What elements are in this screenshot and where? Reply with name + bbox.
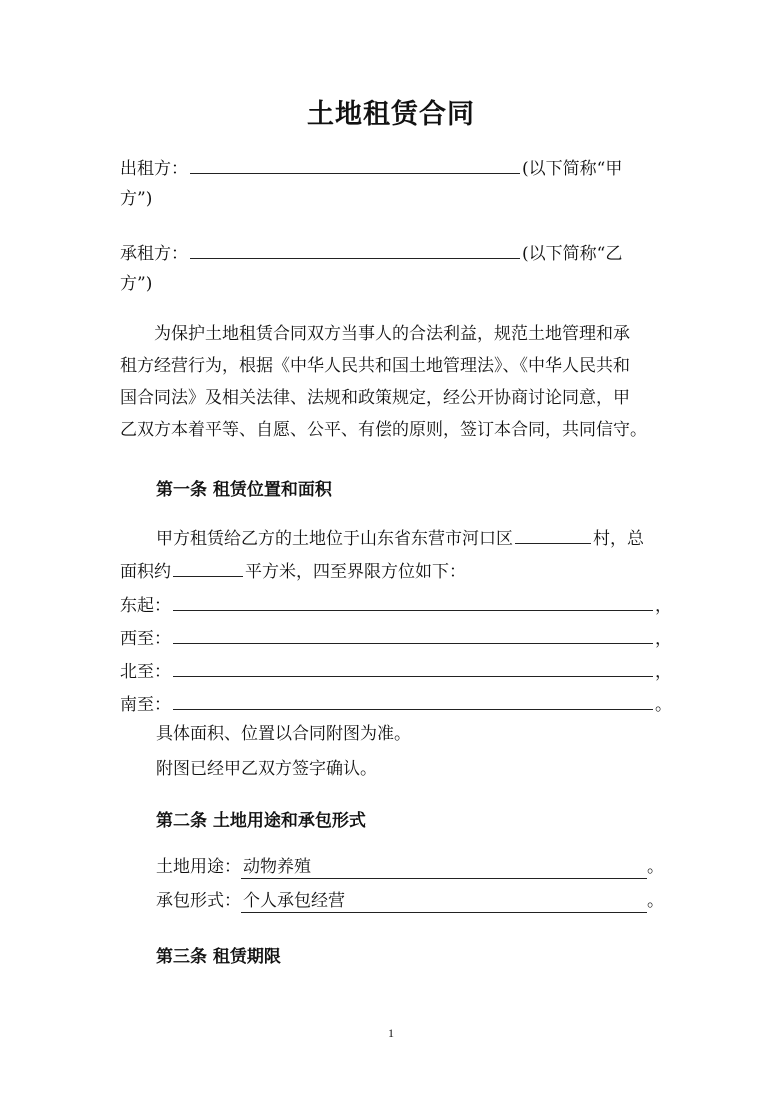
article-1-heading: 第一条 租赁位置和面积 (156, 480, 332, 500)
preamble-paragraph (120, 318, 668, 446)
south-boundary-line: 南至： 。 (120, 691, 672, 716)
land-use-line: 土地用途： 动物养殖 。 (156, 857, 664, 877)
preamble-line: 租方经营行为，根据《中华人民共和国土地管理法》、《中华人民共和 (120, 356, 630, 376)
article-2-heading: 第二条 土地用途和承包形式 (156, 811, 366, 831)
preamble-line: 乙双方本着平等、自愿、公平、有偿的原则，签订本合同，共同信守。 (120, 420, 647, 440)
contract-form-field[interactable]: 个人承包经营 (241, 890, 647, 913)
north-boundary-line: 北至： ， (120, 658, 672, 683)
village-field[interactable] (515, 525, 591, 544)
map-note: 附图已经甲乙双方签字确认。 (156, 759, 377, 779)
article-3-heading: 第三条 租赁期限 (156, 947, 281, 967)
west-boundary-line: 西至： ， (120, 625, 672, 650)
area-line: 面积约 平方米，四至界限方位如下： (120, 558, 466, 583)
lessee-suffix: (以下简称“乙 (522, 244, 623, 264)
document-title: 土地租赁合同 (307, 99, 475, 130)
lessee-suffix-cont: 方”) (120, 274, 153, 294)
west-boundary-field[interactable] (173, 625, 653, 644)
north-boundary-field[interactable] (173, 658, 653, 677)
lessor-line (120, 155, 622, 180)
location-line: 甲方租赁给乙方的土地位于山东省东营市河口区 村，总 (156, 525, 644, 550)
page-number: 1 (388, 1026, 394, 1040)
lessee-name-field[interactable] (190, 240, 520, 259)
south-boundary-field[interactable] (173, 691, 653, 710)
preamble-line: 为保护土地租赁合同双方当事人的合法利益，规范土地管理和承 (154, 324, 630, 344)
east-boundary-line: 东起： ， (120, 592, 672, 617)
land-use-field[interactable]: 动物养殖 (241, 856, 647, 879)
east-boundary-field[interactable] (173, 592, 653, 611)
lessor-label: 出租方： (120, 159, 188, 179)
lessor-name-field[interactable] (190, 155, 520, 174)
area-note: 具体面积、位置以合同附图为准。 (156, 724, 411, 744)
lessor-suffix-cont: 方”) (120, 189, 153, 209)
lessee-label: 承租方： (120, 244, 188, 264)
area-field[interactable] (173, 558, 243, 577)
contract-form-line: 承包形式： 个人承包经营 。 (156, 891, 664, 911)
preamble-line: 国合同法》及相关法律、法规和政策规定，经公开协商讨论同意，甲 (120, 388, 630, 408)
lessee-line (120, 240, 622, 265)
lessor-suffix: (以下简称“甲 (522, 159, 623, 179)
